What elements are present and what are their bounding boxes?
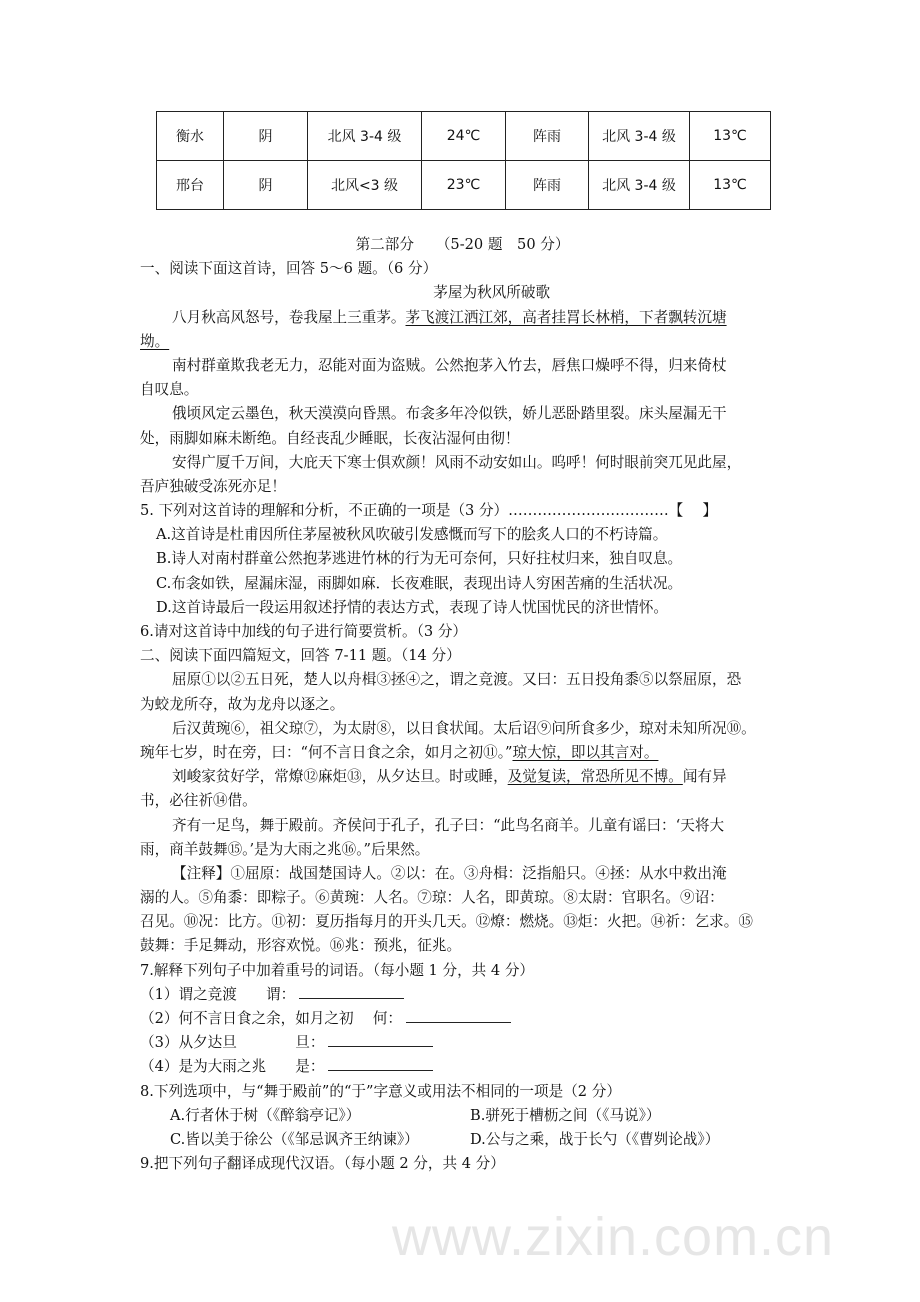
text-segment: 自叹息。 (140, 381, 199, 399)
text-line (140, 717, 785, 741)
option-text: A.行者休于树（《醉翁亭记》） (170, 1106, 361, 1124)
option-text: D.公与之乘，战于长勺（《曹刿论战》） (470, 1130, 720, 1148)
table-row (157, 112, 771, 161)
text-line (140, 1080, 785, 1104)
table-cell: 衡水 (157, 112, 224, 161)
text-line (140, 281, 785, 305)
text-line (140, 596, 785, 620)
text-segment: 刘峻家贫好学，常燎⑫麻炬⑬，从夕达旦。时或睡， (172, 768, 508, 786)
table-cell: 阴 (224, 161, 308, 210)
watermark: www.zixin.com.cn (392, 1207, 835, 1267)
text-segment: 南村群童欺我老无力，忍能对面为盗贼。公然抱茅入竹去，唇焦口燥呼不得，归来倚杖 (172, 356, 727, 374)
text-line (140, 934, 785, 958)
exam-document-body (140, 233, 785, 1176)
text-line (140, 1152, 785, 1176)
text-segment: 二、阅读下面四篇短文，回答 7-11 题。（14 分） (140, 647, 461, 665)
text-line (140, 402, 785, 426)
underlined-sentence: 坳。 (140, 332, 170, 350)
text-segment: 鼓舞：手足舞动，形容欢悦。⑯兆：预兆，征兆。 (140, 937, 462, 955)
text-segment: 雨，商羊鼓舞⑮。’是为大雨之兆⑯。”后果然。 (140, 840, 430, 858)
answer-blank[interactable] (406, 1008, 511, 1023)
text-segment: （1）谓之竞渡 谓： (140, 985, 296, 1003)
text-line (140, 1007, 785, 1031)
text-segment: A.这首诗是杜甫因所住茅屋被秋风吹破引发感慨而写下的脍炙人口的不朽诗篇。 (156, 526, 668, 544)
table-cell: 邢台 (157, 161, 224, 210)
text-segment: C.布衾如铁，屋漏床湿，雨脚如麻．长夜难眠，表现出诗人穷困苦痛的生活状况。 (156, 574, 683, 592)
table-cell: 北风<3 级 (308, 161, 422, 210)
text-segment: 【注释】①屈原：战国楚国诗人。②以：在。③舟楫：泛指船只。④拯：从水中救出淹 (172, 864, 727, 882)
option-text: C.皆以美于徐公（《邹忌讽齐王纳谏》） (170, 1130, 419, 1148)
text-segment: （2）何不言日食之余，如月之初 何： (140, 1010, 403, 1027)
table-cell: 13℃ (690, 161, 771, 210)
text-segment: 召见。⑩况：比方。⑪初：夏历指每月的开头几天。⑫燎：燃烧。⑬炬：火把。⑭祈：乞求。⑮ (140, 913, 753, 931)
text-line (140, 233, 785, 257)
text-line (140, 330, 785, 354)
text-line (140, 1104, 785, 1128)
text-segment: （4）是为大雨之兆 是： (140, 1058, 325, 1076)
text-segment: 第二部分 （5-20 题 50 分） (355, 236, 570, 253)
underlined-sentence: 及觉复读，常恐所见不博。 (507, 768, 683, 786)
text-segment: 吾庐独破受冻死亦足！ (140, 477, 286, 495)
text-segment: 8.下列选项中，与“舞于殿前”的“于”字意义或用法不相同的一项是（2 分） (140, 1082, 621, 1100)
table-cell: 23℃ (422, 161, 506, 210)
table-cell: 北风 3-4 级 (589, 112, 690, 161)
text-segment: 后汉黄琬⑥，祖父琼⑦，为太尉⑧，以日食状闻。太后诏⑨问所食多少，琼对未知所况⑩。 (172, 719, 756, 737)
text-line (140, 523, 785, 547)
text-line (140, 838, 785, 862)
text-line (140, 257, 785, 281)
option-text: B.骈死于槽枥之间（《马说》） (470, 1106, 661, 1124)
underlined-sentence: 琼大惊，即以其言对。 (512, 743, 659, 761)
text-line (140, 886, 785, 910)
text-segment: 处，雨脚如麻未断绝。自经丧乱少睡眠，长夜沾湿何由彻！ (140, 429, 520, 447)
text-segment: D.这首诗最后一段运用叙述抒情的表达方式，表现了诗人忧国忧民的济世情怀。 (156, 598, 669, 616)
text-line (140, 862, 785, 886)
answer-blank[interactable] (328, 1056, 433, 1071)
text-line (140, 499, 785, 523)
table-cell: 阵雨 (506, 161, 589, 210)
text-line (140, 789, 785, 813)
text-segment: 5. 下列对这首诗的理解和分析，不正确的一项是（3 分）……………………………【 】 (140, 502, 718, 520)
table-cell: 北风 3-4 级 (308, 112, 422, 161)
text-line (140, 959, 785, 983)
text-segment: B.诗人对南村群童公然抱茅逃进竹林的行为无可奈何，只好拄杖归来，独自叹息。 (156, 550, 683, 568)
underlined-sentence: 茅飞渡江洒江郊，高者挂罥长林梢，下者飘转沉塘 (405, 308, 727, 326)
text-line (140, 547, 785, 571)
text-segment: 俄顷风定云墨色，秋天漠漠向昏黑。布衾多年冷似铁，娇儿恶卧踏里裂。床头屋漏无干 (172, 405, 727, 423)
text-line (140, 765, 785, 789)
text-segment: 齐有一足鸟，舞于殿前。齐侯问于孔子，孔子曰：“此鸟名商羊。儿童有谣曰：‘天将大 (172, 816, 725, 834)
text-line (140, 354, 785, 378)
table-cell: 24℃ (422, 112, 506, 161)
weather-table (156, 111, 771, 210)
text-segment: 为蛟龙所夺，故为龙舟以逐之。 (140, 695, 345, 713)
text-segment: 9.把下列句子翻译成现代汉语。（每小题 2 分，共 4 分） (140, 1155, 505, 1173)
text-line (140, 644, 785, 668)
text-line (140, 451, 785, 475)
text-line (140, 427, 785, 451)
text-segment: 闻有异 (682, 768, 727, 786)
text-segment: 八月秋高风怒号，卷我屋上三重茅。 (172, 308, 406, 326)
table-cell: 阴 (224, 112, 308, 161)
text-line (140, 378, 785, 402)
text-line (140, 1031, 785, 1055)
text-segment: 屈原①以②五日死，楚人以舟楫③拯④之，谓之竞渡。又曰：五日投角黍⑤以祭屈原，恐 (172, 671, 742, 689)
text-segment: 7.解释下列句子中加着重号的词语。（每小题 1 分，共 4 分） (140, 961, 535, 979)
table-row (157, 161, 771, 210)
text-segment: 一、阅读下面这首诗，回答 5～6 题。（6 分） (140, 260, 438, 278)
text-line (140, 910, 785, 934)
text-segment: 书，必往祈⑭借。 (140, 792, 257, 810)
answer-blank[interactable] (299, 984, 404, 999)
text-segment: 琬年七岁，时在旁，曰：“何不言日食之余，如月之初⑪。” (140, 743, 513, 761)
text-line (140, 814, 785, 838)
text-line (140, 306, 785, 330)
text-line (140, 983, 785, 1007)
text-segment: 溺的人。⑤角黍：即粽子。⑥黄琬：人名。⑦琼：人名，即黄琼。⑧太尉：官职名。⑨诏： (140, 889, 724, 907)
text-segment: 6.请对这首诗中加线的句子进行简要赏析。（3 分） (140, 623, 468, 640)
text-line (140, 668, 785, 692)
text-line (140, 572, 785, 596)
text-segment: 安得广厦千万间，大庇天下寒士俱欢颜！风雨不动安如山。呜呼！何时眼前突兀见此屋， (172, 453, 742, 471)
answer-blank[interactable] (328, 1032, 433, 1047)
text-line (140, 620, 785, 644)
table-cell: 13℃ (690, 112, 771, 161)
text-segment: 茅屋为秋风所破歌 (374, 284, 551, 302)
text-line (140, 1055, 785, 1079)
text-line (140, 741, 785, 765)
table-cell: 阵雨 (506, 112, 589, 161)
text-line (140, 1128, 785, 1152)
text-line (140, 693, 785, 717)
text-line (140, 475, 785, 499)
table-cell: 北风 3-4 级 (589, 161, 690, 210)
text-segment: （3）从夕达旦 旦： (140, 1034, 325, 1052)
